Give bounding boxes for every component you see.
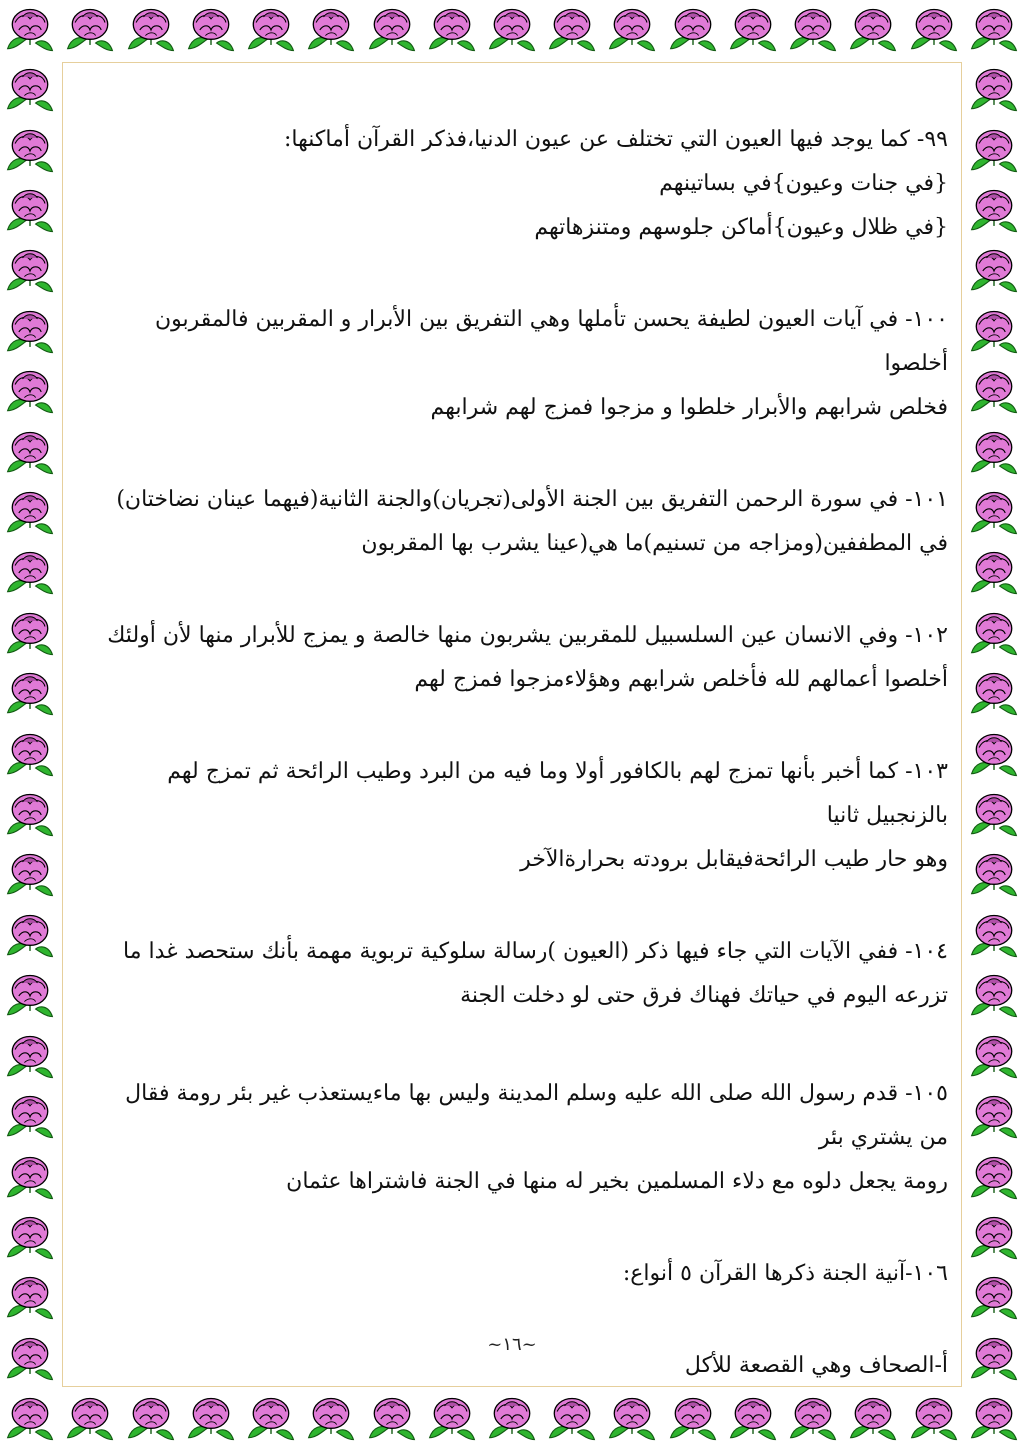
rose-icon	[301, 0, 361, 60]
rose-icon	[723, 1389, 783, 1449]
rose-icon	[964, 604, 1024, 664]
rose-icon	[964, 1087, 1024, 1147]
rose-icon	[964, 181, 1024, 241]
rose-icon	[0, 422, 60, 482]
rose-icon	[241, 1389, 301, 1449]
rose-icon	[602, 1389, 662, 1449]
rose-icon	[60, 0, 120, 60]
rose-icon	[301, 1389, 361, 1449]
rose-icon	[0, 181, 60, 241]
rose-icon	[843, 1389, 903, 1449]
rose-icon	[482, 0, 542, 60]
paragraph-102	[90, 614, 948, 702]
text-line: ١٠٤- ففي الآيات التي جاء فيها ذكر (العيون )رسالة سلوكية تربوية مهمة بأنك ستحصد غدا ما	[123, 939, 948, 964]
rose-icon	[0, 1268, 60, 1328]
rose-icon	[0, 966, 60, 1026]
paragraph-101	[90, 478, 948, 566]
rose-icon	[0, 543, 60, 603]
text-line: تزرعه اليوم في حياتك فهناك فرق حتى لو دخلت الجنة	[460, 983, 948, 1008]
rose-icon	[904, 1389, 964, 1449]
rose-icon	[0, 60, 60, 120]
rose-icon	[663, 0, 723, 60]
rose-icon	[0, 1208, 60, 1268]
text-line: ١٠١- في سورة الرحمن التفريق بين الجنة الأولى(تجريان)والجنة الثانية(فيهما عينان نضاختان)	[116, 487, 948, 512]
rose-icon	[964, 966, 1024, 1026]
rose-icon	[120, 1389, 180, 1449]
rose-icon	[843, 0, 903, 60]
rose-icon	[0, 845, 60, 905]
rose-icon	[0, 1147, 60, 1207]
rose-icon	[0, 664, 60, 724]
rose-icon	[0, 1087, 60, 1147]
rose-border-left	[0, 60, 60, 1389]
text-line: وهو حار طيب الرائحةفيقابل برودته بحرارةالآخر	[520, 847, 948, 872]
paragraph-100	[90, 298, 948, 430]
rose-icon	[602, 0, 662, 60]
rose-icon	[964, 0, 1024, 60]
rose-icon	[964, 1147, 1024, 1207]
text-line: {في ظلال وعيون}أماكن جلوسهم ومتنزهاتهم	[534, 215, 948, 240]
rose-border-bottom	[0, 1389, 1024, 1449]
text-line: ١٠٦-آنية الجنة ذكرها القرآن ٥ أنواع:	[622, 1261, 948, 1286]
rose-icon	[0, 302, 60, 362]
rose-icon	[964, 664, 1024, 724]
rose-icon	[0, 120, 60, 180]
text-line: أ-الصحاف وهي القصعة للأكل	[684, 1353, 948, 1378]
rose-icon	[964, 785, 1024, 845]
rose-icon	[0, 604, 60, 664]
text-line: ١٠٢- وفي الانسان عين السلسبيل للمقربين يشربون منها خالصة و يمزج للأبرار منها لأن أولئك	[107, 623, 948, 648]
rose-icon	[181, 0, 241, 60]
rose-icon	[241, 0, 301, 60]
text-line: ١٠٥- قدم رسول الله صلى الله عليه وسلم المدينة وليس بها ماءيستعذب غير بئر رومة فقال من يشتري بئر	[125, 1081, 948, 1150]
paragraph-106	[90, 1252, 948, 1296]
rose-icon	[542, 0, 602, 60]
rose-icon	[542, 1389, 602, 1449]
rose-icon	[422, 1389, 482, 1449]
rose-icon	[964, 241, 1024, 301]
text-line: ٩٩- كما يوجد فيها العيون التي تختلف عن عيون الدنيا،فذكر القرآن أماكنها:	[283, 127, 948, 152]
rose-icon	[482, 1389, 542, 1449]
rose-icon	[0, 785, 60, 845]
rose-icon	[181, 1389, 241, 1449]
paragraph-105	[90, 1072, 948, 1204]
paragraph-103	[90, 750, 948, 882]
rose-icon	[964, 483, 1024, 543]
rose-icon	[0, 0, 60, 60]
rose-icon	[783, 1389, 843, 1449]
rose-icon	[0, 1389, 60, 1449]
rose-border-top	[0, 0, 1024, 60]
rose-icon	[964, 1268, 1024, 1328]
rose-icon	[0, 483, 60, 543]
rose-icon	[964, 120, 1024, 180]
text-line: {في جنات وعيون}في بساتينهم	[659, 171, 948, 196]
text-line: في المطففين(ومزاجه من تسنيم)ما هي(عينا يشرب بها المقربون	[361, 531, 948, 556]
rose-icon	[663, 1389, 723, 1449]
rose-icon	[964, 1389, 1024, 1449]
text-line: فخلص شرابهم والأبرار خلطوا و مزجوا فمزج لهم شرابهم	[430, 395, 948, 420]
text-line: ١٠٣- كما أخبر بأنها تمزج لهم بالكافور أولا وما فيه من البرد وطيب الرائحة ثم تمزج لهم بالزنجبيل ثانيا	[167, 759, 948, 828]
rose-icon	[361, 0, 421, 60]
rose-icon	[964, 724, 1024, 784]
text-line: أخلصوا أعمالهم لله فأخلص شرابهم وهؤلاءمزجوا فمزج لهم	[414, 667, 948, 692]
rose-icon	[964, 302, 1024, 362]
rose-icon	[723, 0, 783, 60]
rose-icon	[964, 543, 1024, 603]
paragraph-104	[90, 930, 948, 1018]
rose-icon	[964, 1208, 1024, 1268]
rose-icon	[422, 0, 482, 60]
page-number: ~١٦~	[487, 1334, 537, 1355]
text-line: رومة يجعل دلوه مع دلاء المسلمين بخير له منها في الجنة فاشتراها عثمان	[286, 1169, 948, 1194]
rose-icon	[0, 241, 60, 301]
rose-icon	[964, 845, 1024, 905]
rose-icon	[60, 1389, 120, 1449]
rose-icon	[0, 1027, 60, 1087]
rose-icon	[0, 906, 60, 966]
paragraph-99	[90, 118, 948, 250]
rose-icon	[361, 1389, 421, 1449]
rose-border-right	[964, 60, 1024, 1389]
rose-icon	[964, 1027, 1024, 1087]
rose-icon	[904, 0, 964, 60]
rose-icon	[783, 0, 843, 60]
rose-icon	[0, 724, 60, 784]
rose-icon	[964, 362, 1024, 422]
rose-icon	[964, 60, 1024, 120]
rose-icon	[120, 0, 180, 60]
rose-icon	[0, 362, 60, 422]
text-line: ١٠٠- في آيات العيون لطيفة يحسن تأملها وهي التفريق بين الأبرار و المقربين فالمقربون أخلصوا	[154, 307, 948, 376]
rose-icon	[964, 906, 1024, 966]
rose-icon	[964, 422, 1024, 482]
